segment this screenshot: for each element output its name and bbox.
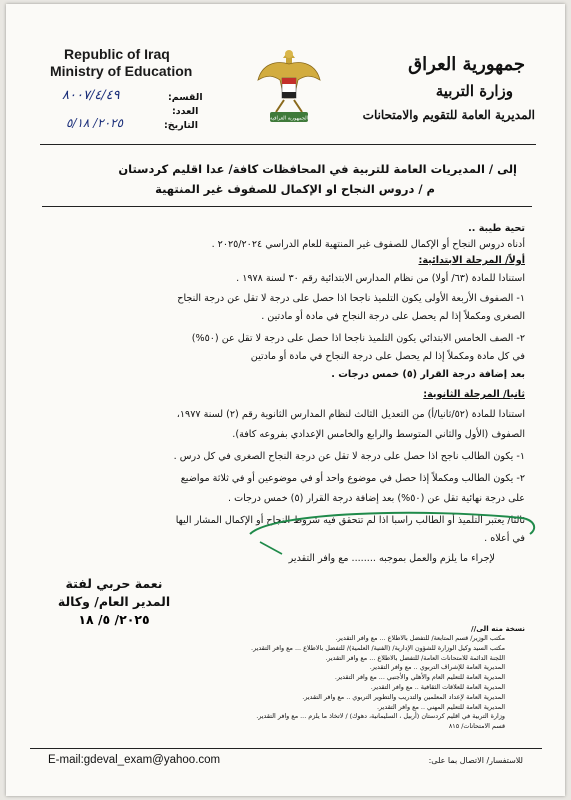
header-directorate-ar: المديرية العامة للتقويم والامتحانات (362, 108, 535, 122)
emblem-caption: الجمهورية العراقية (269, 115, 309, 122)
signatory-title: المدير العام/ وكالة (57, 594, 171, 609)
copies-item: اللجنة الدائمة للامتحانات العامة/ للتفضل بالاطلاع ... مع وافر التقدير. (325, 653, 505, 662)
adad-label: العدد: (172, 106, 199, 117)
header-country-en: Republic of Iraq (64, 46, 170, 62)
section1-point1-line1: ١- الصفوف الأربعة الأولى يكون التلميذ ناجحا اذا حصل على درجة لا تقل عن درجة النجاح (177, 293, 525, 304)
intro-line: أدناه دروس النجاح أو الإكمال للصفوف غير المنتهية للعام الدراسي ٢٠٢٥/٢٠٢٤ . (211, 239, 525, 250)
subject-line: م / دروس النجاح او الإكمال للصفوف غير المنتهية (155, 182, 435, 196)
footer-contact: للاستفسار/ الاتصال بما على: (428, 756, 523, 765)
addressee-to: إلى / المديريات العامة للتربية في المحافظات كافة/ عدا اقليم كردستان (118, 162, 517, 176)
copies-heading: نسخة منه الى// (471, 624, 525, 633)
section1-title: أولاً/ المرحلة الابتدائية: (418, 255, 525, 266)
header-country-ar: جمهورية العراق (408, 54, 525, 75)
tarikh-value: ٢٠٢٥/ ٥/١٨ (66, 116, 124, 130)
copies-item: المديرية العامة لإعداد المعلمين والتدريب والتطوير التربوي .. مع وافر التقدير. (302, 692, 505, 701)
header-ministry-ar: وزارة التربية (435, 82, 513, 100)
iraq-emblem-icon (254, 44, 324, 132)
section2-reference-line1: استنادا للمادة (٥٢/ثانيا/أ) من التعديل الثالث لنظام المدارس الثانوية رقم (٢) لسنة ١٩٧٧، (176, 409, 525, 420)
copies-item: المديرية العامة للإشراف التربوي .. مع وافر التقدير. (369, 663, 505, 672)
footer-email: E-mail:gdeval_exam@yahoo.com (48, 754, 221, 766)
copies-item: المديرية العامة للتعليم العام والأهلي والأجنبي ... مع وافر التقدير. (334, 673, 505, 682)
official-letter (6, 4, 565, 796)
copies-list (245, 634, 505, 732)
copies-item: مكتب الوزير/ قسم المتابعة/ للتفضل بالاطلاع ... مع وافر التقدير. (335, 634, 505, 642)
copies-item: المديرية العامة للعلاقات الثقافية .. مع وافر التقدير. (370, 682, 505, 691)
section3-line2: في أعلاه . (484, 533, 525, 544)
section2-reference-line2: الصفوف (الأول والثاني المتوسط والرابع والخامس الإعدادي بفروعه كافة). (232, 429, 525, 440)
subject-divider (42, 206, 532, 207)
copies-item: المديرية العامة للتعليم المهني .. مع وافر التقدير. (377, 702, 505, 711)
pen-annotation (242, 504, 542, 564)
section3-line1: ثالثا/ يعتبر التلميذ أو الطالب راسبا اذا لم تتحقق فيه شروط النجاح أو الإكمال المشار اليها (175, 515, 525, 526)
footer-divider (30, 748, 542, 749)
signatory-name: نعمة حربي لفتة (65, 576, 163, 591)
copies-item: مكتب السيد وكيل الوزارة للشؤون الإدارية/ (الفنية/ العلمية)/ للتفضل بالاطلاع ... مع وافر التقدير. (251, 643, 505, 652)
tarikh-label: التاريخ: (164, 120, 198, 131)
signature-date: ٢٠٢٥/ ٥/ ١٨ (78, 612, 150, 627)
section2-point1: ١- يكون الطالب ناجح اذا حصل على درجة لا تقل عن درجة النجاح الصغرى في كل درس . (173, 451, 525, 462)
section2-point2-line2: على درجة نهائية تقل عن (٥٠%) بعد إضافة درجة القرار (٥) خمس درجات . (227, 493, 525, 504)
section2-title: ثانيا/ المرحلة الثانوية: (423, 389, 525, 400)
section1-point1-line2: الصغرى ومكملاً إذا لم يحصل على درجة النجاح في مادة أو مادتين . (261, 311, 525, 322)
section1-point2-line3: بعد إضافة درجة القرار (٥) خمس درجات . (331, 369, 525, 380)
copies-item: وزارة التربية في اقليم كردستان (أربيل ، السليمانية، دهوك) / لاتخاذ ما يلزم ... مع وافر التقدير. (256, 712, 505, 721)
section1-point2-line1: ٢- الصف الخامس الابتدائي يكون التلميذ ناجحا اذا حصل على درجة لا تقل عن (٥٠%) (191, 333, 525, 344)
section1-point2-line2: في كل مادة ومكملاً إذا لم يحصل على درجة النجاح في مادة أو مادتين (250, 351, 525, 362)
section1-reference: استنادا للمادة (٦٣/ أولا) من نظام المدارس الابتدائية رقم ٣٠ لسنة ١٩٧٨ . (236, 273, 525, 284)
header-ministry-en: Ministry of Education (50, 63, 193, 79)
qism-label: القسم: (168, 92, 203, 103)
header-divider (40, 144, 536, 145)
greeting: تحية طيبة .. (468, 223, 525, 234)
closing-line: لإجراء ما يلزم والعمل بموجبه ........ مع وافر التقدير (288, 553, 495, 564)
section2-point2-line1: ٢- يكون الطالب ومكملاً إذا حصل في موضوع واحد أو في موضوعين أو في ثلاثة مواضيع (180, 473, 525, 484)
qism-value: ٨٠٠٧/٤/٤٩ (62, 88, 120, 103)
copies-item: قسم الامتحانات/ ٨١٥ (448, 722, 505, 731)
